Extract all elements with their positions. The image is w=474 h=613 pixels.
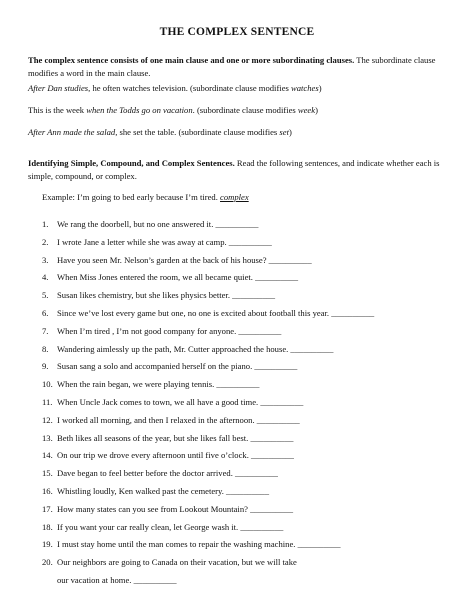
item-number: 12. <box>42 414 53 425</box>
item-text: I must stay home until the man comes to repair the washing machine. __________ <box>57 539 341 550</box>
item-text: When Uncle Jack comes to town, we all have a good time. __________ <box>57 396 304 407</box>
example-1-text: , he often watches television. (subordinate clause modifies <box>88 83 292 93</box>
item-number: 6. <box>42 307 49 318</box>
item-number: 15. <box>42 468 53 479</box>
list-item <box>42 343 452 361</box>
example-2-text: . (subordinate clause modifies <box>192 105 298 115</box>
example-3-word: set <box>279 127 289 137</box>
example-1-clause: After Dan studies <box>28 83 89 93</box>
list-item <box>42 289 452 307</box>
item-number: 2. <box>42 236 49 247</box>
item-text: How many states can you see from Lookout Mountain? __________ <box>57 503 294 514</box>
item-number: 5. <box>42 290 49 301</box>
item-number: 4. <box>42 272 49 283</box>
example-sentence: Example: I’m going to bed early because I’m tired. <box>42 192 221 202</box>
example-3-close: ) <box>288 127 292 137</box>
item-number: 17. <box>42 503 53 514</box>
item-text: On our trip we drove every afternoon until five o’clock. __________ <box>57 450 294 461</box>
item-number: 1. <box>42 219 49 229</box>
list-item <box>42 271 452 289</box>
list-item <box>42 254 452 272</box>
list-item <box>42 449 452 467</box>
list-item <box>42 325 452 343</box>
item-number: 20. <box>42 557 53 568</box>
item-text: Wandering aimlessly up the path, Mr. Cutter approached the house. __________ <box>57 343 334 354</box>
list-item <box>42 218 452 236</box>
item-continuation: our vacation at home. __________ <box>57 575 177 586</box>
item-text: I wrote Jane a letter while she was away at camp. __________ <box>57 236 272 247</box>
list-item <box>42 236 452 254</box>
item-text: If you want your car really clean, let George wash it. __________ <box>57 521 284 532</box>
item-text: Whistling loudly, Ken walked past the cemetery. __________ <box>57 485 270 496</box>
item-text: Susan sang a solo and accompanied herself on the piano. __________ <box>57 361 298 372</box>
example-2-word: week <box>297 105 316 115</box>
example-2-clause: when the Todds go on vacation <box>86 105 193 115</box>
section-rest: Read the following sentences, and indicate whether each is simple, compound, or complex. <box>28 158 440 181</box>
item-text: When Miss Jones entered the room, we all became quiet. __________ <box>57 272 299 283</box>
example-line <box>42 191 462 204</box>
page-title: THE COMPLEX SENTENCE <box>159 26 315 38</box>
sentence-list <box>42 218 452 587</box>
item-text: When the rain began, we were playing tennis. __________ <box>57 379 260 390</box>
item-text: Dave began to feel better before the doctor arrived. __________ <box>57 468 278 479</box>
example-1-close: ) <box>318 83 322 93</box>
item-number: 19. <box>42 539 53 550</box>
item-text: Susan likes chemistry, but she likes physics better. __________ <box>57 290 276 301</box>
list-item <box>42 360 452 378</box>
item-number: 8. <box>42 343 49 354</box>
item-text: When I’m tired , I’m not good company for anyone. __________ <box>57 325 282 336</box>
list-item <box>42 378 452 396</box>
intro-example-1 <box>28 82 448 95</box>
item-text: Our neighbors are going to Canada on their vacation, but we will take <box>57 557 297 568</box>
item-number: 10. <box>42 379 53 390</box>
intro-rest: The subordinate clause modifies a word in the main clause. <box>28 55 436 78</box>
intro-example-3 <box>28 126 448 139</box>
list-item <box>42 307 452 325</box>
item-number: 18. <box>42 521 53 532</box>
item-number: 13. <box>42 432 53 443</box>
item-text: We rang the doorbell, but no one answered it. __________ <box>57 219 259 229</box>
list-item <box>42 467 452 485</box>
example-1-word: watches <box>291 83 319 93</box>
list-item <box>42 503 452 521</box>
list-item <box>42 414 452 432</box>
item-number: 3. <box>42 254 49 265</box>
intro-bold: The complex sentence consists of one main clause and one or more subordinating clauses. <box>28 55 355 65</box>
example-answer: complex <box>220 192 249 202</box>
item-text: I worked all morning, and then I relaxed in the afternoon. __________ <box>57 414 300 425</box>
list-item <box>42 485 452 503</box>
list-item <box>42 556 452 587</box>
example-3-clause: After Ann made the salad <box>28 127 116 137</box>
section-instructions <box>28 157 448 183</box>
example-3-text: , she set the table. (subordinate clause modifies <box>115 127 280 137</box>
intro-example-2 <box>28 104 448 117</box>
example-2-close: ) <box>315 105 318 115</box>
list-item <box>42 538 452 556</box>
item-number: 11. <box>42 396 53 407</box>
item-text: Have you seen Mr. Nelson’s garden at the back of his house? __________ <box>57 254 312 265</box>
list-item <box>42 396 452 414</box>
example-2-pre: This is the week <box>28 105 87 115</box>
item-number: 14. <box>42 450 53 461</box>
list-item <box>42 432 452 450</box>
item-text: Since we’ve lost every game but one, no one is excited about football this year. __________ <box>57 307 375 318</box>
item-number: 9. <box>42 361 49 372</box>
item-text: Beth likes all seasons of the year, but she likes fall best. __________ <box>57 432 294 443</box>
section-bold: Identifying Simple, Compound, and Complex Sentences. <box>28 158 235 168</box>
intro-paragraph <box>28 54 448 80</box>
list-item <box>42 521 452 539</box>
item-number: 16. <box>42 485 53 496</box>
item-number: 7. <box>42 325 49 336</box>
